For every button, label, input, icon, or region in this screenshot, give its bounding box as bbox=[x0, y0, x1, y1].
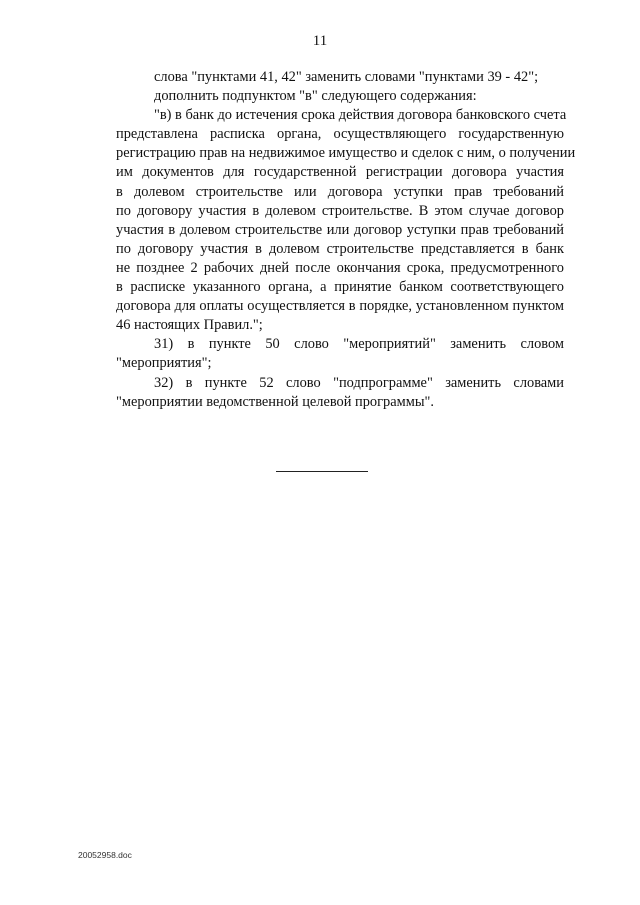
footer-filename: 20052958.doc bbox=[78, 850, 132, 860]
document-body bbox=[78, 68, 576, 412]
paragraph-subpoint-v bbox=[78, 106, 576, 335]
paragraph-item-32 bbox=[78, 374, 564, 412]
text-line: не позднее 2 рабочих дней после окончания срока, предусмотренного bbox=[116, 259, 564, 276]
text-line: по договору участия в долевом строительстве. В этом случае договор bbox=[116, 202, 564, 219]
end-of-text-separator bbox=[276, 471, 368, 472]
text-line: 31) в пункте 50 слово "мероприятий" заменить словом bbox=[154, 336, 564, 353]
text-line: "мероприятии ведомственной целевой программы". bbox=[116, 393, 434, 410]
text-line: слова "пунктами 41, 42" заменить словами "пунктами 39 - 42"; bbox=[154, 69, 539, 85]
text-line: в долевом строительстве или договора уступки прав требований bbox=[116, 183, 564, 200]
text-line: регистрацию прав на недвижимое имущество и сделок с ним, о получении bbox=[116, 145, 576, 162]
paragraph-add-subpoint bbox=[78, 87, 564, 106]
paragraph-item-31 bbox=[78, 335, 564, 373]
text-line: им документов для государственной регистрации договора участия bbox=[116, 164, 564, 181]
text-line: "в) в банк до истечения срока действия договора банковского счета bbox=[154, 107, 567, 124]
text-line: представлена расписка органа, осуществляющего государственную bbox=[116, 126, 564, 143]
paragraph-replace-points bbox=[78, 68, 564, 87]
text-line: 46 настоящих Правил."; bbox=[116, 317, 263, 334]
page-number: 11 bbox=[312, 33, 328, 49]
text-line: "мероприятия"; bbox=[116, 355, 212, 372]
text-line: дополнить подпунктом "в" следующего содержания: bbox=[154, 88, 477, 105]
text-line: участия в долевом строительстве или договор уступки прав требований bbox=[116, 221, 564, 238]
text-line: в расписке указанного органа, а принятие банком соответствующего bbox=[116, 279, 564, 296]
text-line: договора для оплаты осуществляется в порядке, установленном пунктом bbox=[116, 298, 564, 315]
text-line: по договору участия в долевом строительстве представляется в банк bbox=[116, 240, 564, 257]
text-line: 32) в пункте 52 слово "подпрограмме" заменить словами bbox=[154, 374, 564, 391]
